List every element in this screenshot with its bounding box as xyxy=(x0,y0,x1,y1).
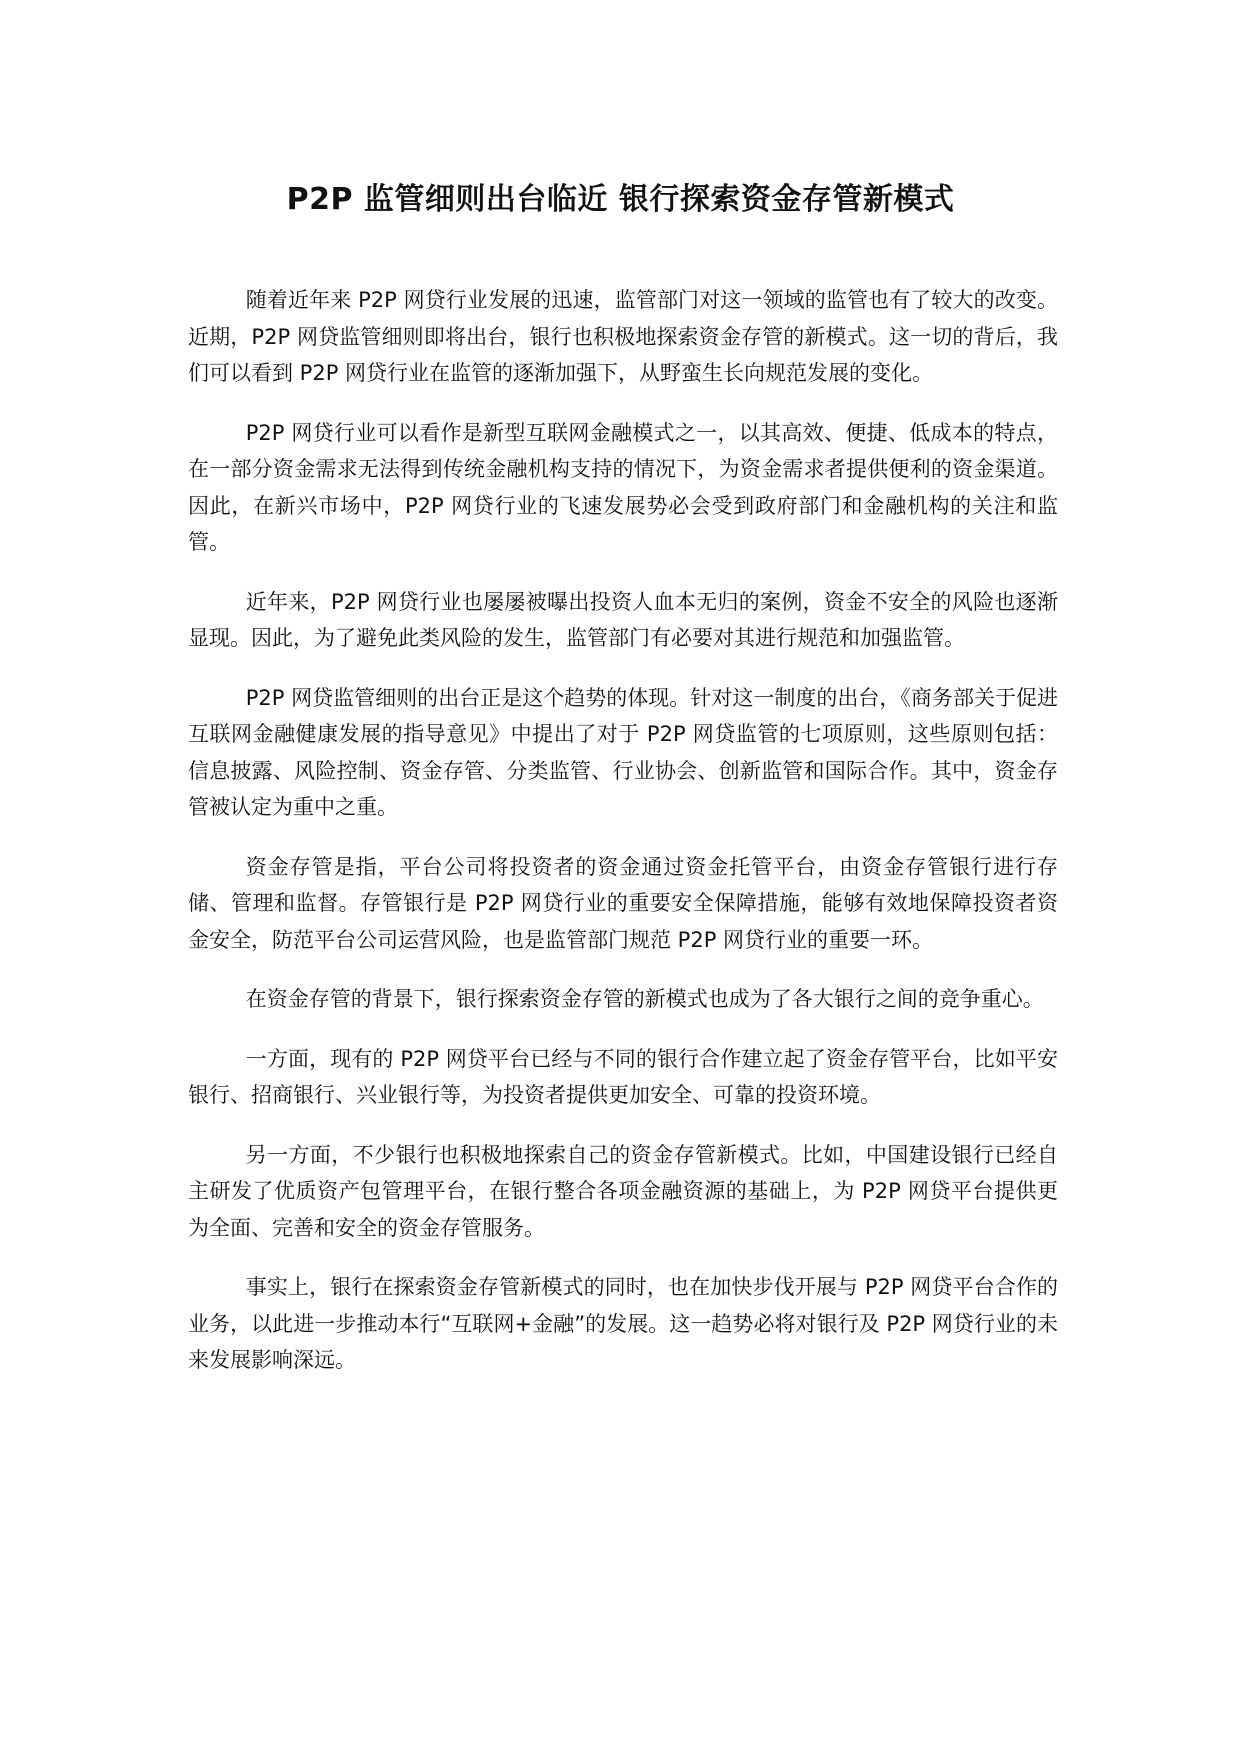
paragraph-6: 在资金存管的背景下，银行探索资金存管的新模式也成为了各大银行之间的竞争重心。 xyxy=(245,987,1044,1011)
paragraph-1: 随着近年来 P2P 网贷行业发展的迅速，监管部门对这一领域的监管也有了较大的改变。近期，P2P 网贷监管细则即将出台，银行也积极地探索资金存管的新模式。这一切的背后，我们可以看到 P2P 网贷行业在监管的逐渐加强下，从野蛮生长向规范发展的变化。 xyxy=(188,288,1058,385)
paragraph-5: 资金存管是指，平台公司将投资者的资金通过资金托管平台，由资金存管银行进行存储、管理和监督。存管银行是 P2P 网贷行业的重要安全保障措施，能够有效地保障投资者资金安全，防范平台公司运营风险，也是监管部门规范 P2P 网贷行业的重要一环。 xyxy=(188,854,1058,952)
paragraph-3: 近年来，P2P 网贷行业也屡屡被曝出投资人血本无归的案例，资金不安全的风险也逐渐显现。因此，为了避免此类风险的发生，监管部门有必要对其进行规范和加强监管。 xyxy=(188,589,1058,650)
document-body xyxy=(188,282,1058,1402)
document-title: P2P 监管细则出台临近 银行探索资金存管新模式 xyxy=(286,182,955,217)
paragraph-7: 一方面，现有的 P2P 网贷平台已经与不同的银行合作建立起了资金存管平台，比如平安银行、招商银行、兴业银行等，为投资者提供更加安全、可靠的投资环境。 xyxy=(188,1046,1058,1107)
paragraph-8: 另一方面，不少银行也积极地探索自己的资金存管新模式。比如，中国建设银行已经自主研发了优质资产包管理平台，在银行整合各项金融资源的基础上，为 P2P 网贷平台提供更为全面、完善和安全的资金存管服务。 xyxy=(188,1142,1058,1240)
paragraph-9: 事实上，银行在探索资金存管新模式的同时，也在加快步伐开展与 P2P 网贷平台合作的业务，以此进一步推动本行“互联网+金融”的发展。这一趋势必将对银行及 P2P 网贷行业的未来发展影响深远。 xyxy=(188,1275,1058,1372)
paragraph-4: P2P 网贷监管细则的出台正是这个趋势的体现。针对这一制度的出台，《商务部关于促进互联网金融健康发展的指导意见》中提出了对于 P2P 网贷监管的七项原则，这些原则包括：信息披露、风险控制、资金存管、分类监管、行业协会、创新监管和国际合作。其中，资金存管被认定为重中之重。 xyxy=(188,685,1058,819)
paragraph-2: P2P 网贷行业可以看作是新型互联网金融模式之一，以其高效、便捷、低成本的特点，在一部分资金需求无法得到传统金融机构支持的情况下，为资金需求者提供便利的资金渠道。因此，在新兴市场中，P2P 网贷行业的飞速发展势必会受到政府部门和金融机构的关注和监管。 xyxy=(188,420,1058,554)
